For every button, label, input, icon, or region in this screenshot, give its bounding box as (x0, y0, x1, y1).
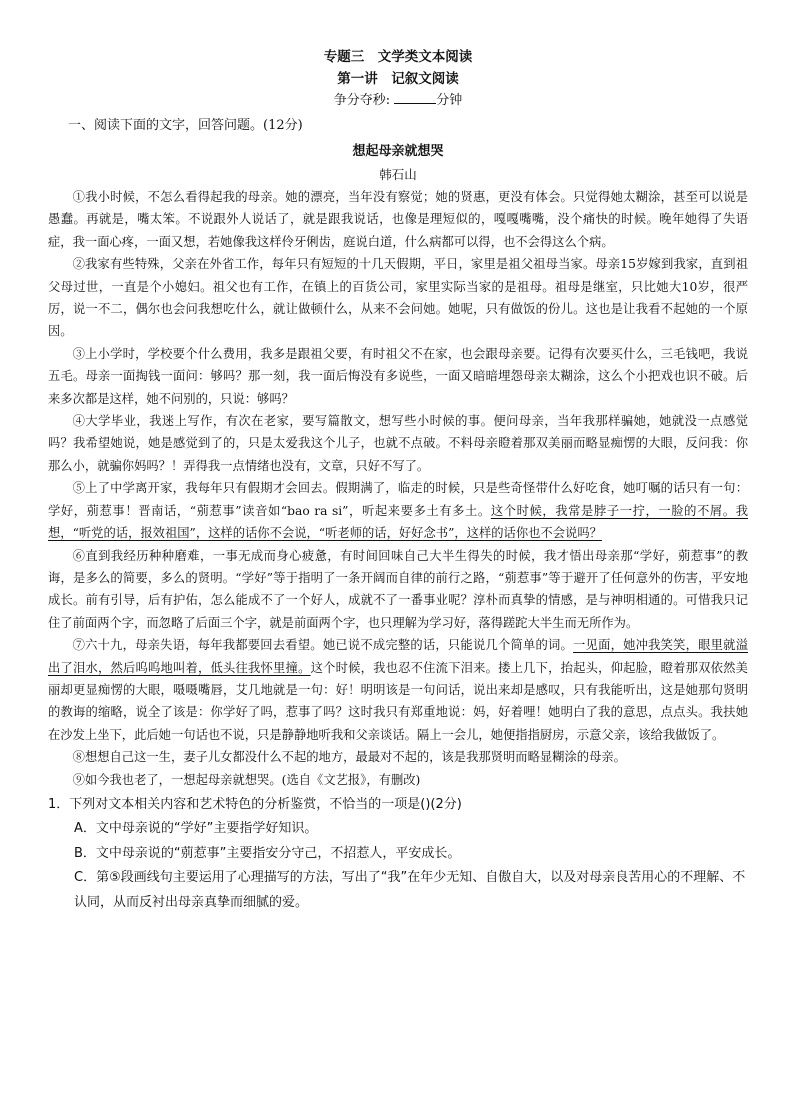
timer-line (48, 90, 748, 112)
timer-unit: 分钟 (436, 93, 463, 108)
document-page (48, 46, 748, 915)
article-paragraph (48, 769, 748, 791)
article-paragraph (48, 343, 748, 410)
timer-label: 争分夺秒: (333, 93, 391, 108)
paragraph-text: ④大学毕业，我迷上写作，有次在老家，要写篇散文，想写些小时候的事。便问母亲，当年我那样骗她，她就没一点感觉吗？我希望她说，她是感觉到了的，只是太爱我这个儿子，也就不点破。不料母亲瞪着那双美丽而略显痴愣的大眼，反问我：你那么小，就骗你妈吗？！弄得我一点情绪也没有，文章，只好不写了。 (48, 414, 748, 473)
topic-heading: 专题三 文学类文本阅读 (323, 49, 473, 65)
article-author: 韩石山 (379, 167, 417, 182)
question-1-option-b: B．文中母亲说的“莂惹事”主要指安分守己，不招惹人，平安成长。 (74, 845, 461, 861)
article-paragraph (48, 477, 748, 544)
article-paragraph (48, 410, 748, 477)
paragraph-text: ⑨如今我也老了，一想起母亲就想哭。(选自《文艺报》，有删改) (72, 772, 421, 787)
article-paragraph (48, 186, 748, 253)
article-paragraph (48, 634, 748, 746)
question-1-stem: 1．下列对文本相关内容和艺术特色的分析鉴赏，不恰当的一项是()(2分) (48, 796, 462, 812)
question-1-option-c: C．第⑤段画线句主要运用了心理描写的方法，写出了“我”在年少无知、自傲自大，以及对母亲良苦用心的不理解、不认同，从而反衬出母亲真挚而细腻的爱。 (74, 870, 746, 910)
timer-blank[interactable] (394, 91, 436, 104)
question-1-option-a: A．文中母亲说的“学好”主要指学好知识。 (74, 821, 318, 837)
lecture-heading: 第一讲 记叙文阅读 (337, 71, 459, 87)
article-paragraph (48, 545, 748, 635)
article-title: 想起母亲就想哭 (352, 144, 444, 159)
underlined-sentence: 一见面，她冲我笑笑，眼里就溢出了泪水，然后呜呜地叫着，低头往我怀里撞。 (48, 638, 748, 675)
paragraph-text: ⑧想想自己这一生，妻子儿女都没什么不起的地方，最最对不起的，该是我那贤明而略显糊涂的母亲。 (72, 750, 626, 765)
article-paragraph (48, 253, 748, 343)
article-body (48, 186, 748, 791)
paragraph-text: ③上小学时，学校要个什么费用，我多是跟祖父要，有时祖父不在家，也会跟母亲要。记得有次要买什么，三毛钱吧，我说五毛。母亲一面掏钱一面问：够吗？那一刻，我一面后悔没有多说些，一面又暗暗埋怨母亲太糊涂，这么个小把戏也识不破。后来多次都是这样，她不问别的，只说：够吗？ (48, 346, 748, 406)
section-instruction: 一、阅读下面的文字，回答问题。(12分) (68, 118, 303, 133)
underlined-sentence: 这个时候，我常是脖子一拧，一脸的不屑。我想，“听党的话，报效祖国”，这样的话你不会说，“听老师的话，好好念书”，这样的话你也不会说吗？ (48, 503, 748, 541)
paragraph-text: ②我家有些特殊，父亲在外省工作，每年只有短短的十几天假期，平日，家里是祖父祖母当家。母亲15岁嫁到我家，直到祖父母过世，一直是个小媳妇。祖父也有工作，在镇上的百货公司，家里实际当家的是祖母。祖母是继室，只比她大10岁，很严厉，说一不二，偶尔也会问我想吃什么，就让做顿什么，从来不会问她。她呢，只有做饭的份儿。这也是让我看不起她的一个原因。 (48, 257, 748, 339)
paragraph-text: ⑦六十九，母亲失语，每年我都要回去看望。她已说不成完整的话，只能说几个简单的词。 (72, 638, 574, 653)
article-paragraph (48, 746, 748, 768)
paragraph-text: 这个时候，我也忍不住流下泪来。搂上几下，抬起头，仰起脸，瞪着那双依然美丽却更显痴愣的大眼，嗫嗫嘴唇，艾几地就是一句：好！明明该是一句问话，说出来却是感叹，只有我能听出，这是她那句贤明的教诲的缩略，说全了该是：你学好了吗，惹事了吗？这时我只有郑重地说：妈，好着哩！她明白了我的意思，点点头。我扶她在沙发上坐下，此后她一句话也不说，只是静静地听我和父亲谈话。隔上一会儿，她便指指厨房，示意父亲，该给我做饭了。 (48, 660, 748, 742)
paragraph-text: ⑥直到我经历种种磨难，一事无成而身心疲惫，有时间回味自己大半生得失的时候，我才悟出母亲那“学好，莂惹事”的教诲，是多么的简要，多么的贤明。“学好”等于指明了一条开阔而自律的前行之路，“莂惹事”等于避开了任何意外的伤害，平安地成长。前有引导，后有护佑，怎么能成不了一个好人，成就不了一番事业呢？淳朴而真挚的情感，是与神明相通的。可惜我只记住了前面两个字，而忽略了后面三个字，就是前面两个字，也只理解为学习好，落得蹉跎大半生而无所作为。 (48, 548, 748, 630)
paragraph-text: ⑤上了中学离开家，我每年只有假期才会回去。假期满了，临走的时候，只是些奇怪带什么好吃食，她叮嘱的话只有一句：学好，莂惹事！晋南话，“莂惹事”读音如“bao ra si”，听起来要多土有多土。 (48, 481, 748, 518)
paragraph-text: ①我小时候，不怎么看得起我的母亲。她的漂亮，当年没有察觉；她的贤惠，更没有体会。只觉得她太糊涂，甚至可以说是愚蠢。再就是，嘴太笨。不说跟外人说话了，就是跟我说话，也像是理短似的，嘎嘎嘴嘴，没个痛快的时候。晚年她得了失语症，我一面心疼，一面又想，若她像我这样伶牙俐齿，庭说白道，什么病都可以得，也不会得这么个病。 (48, 190, 748, 249)
